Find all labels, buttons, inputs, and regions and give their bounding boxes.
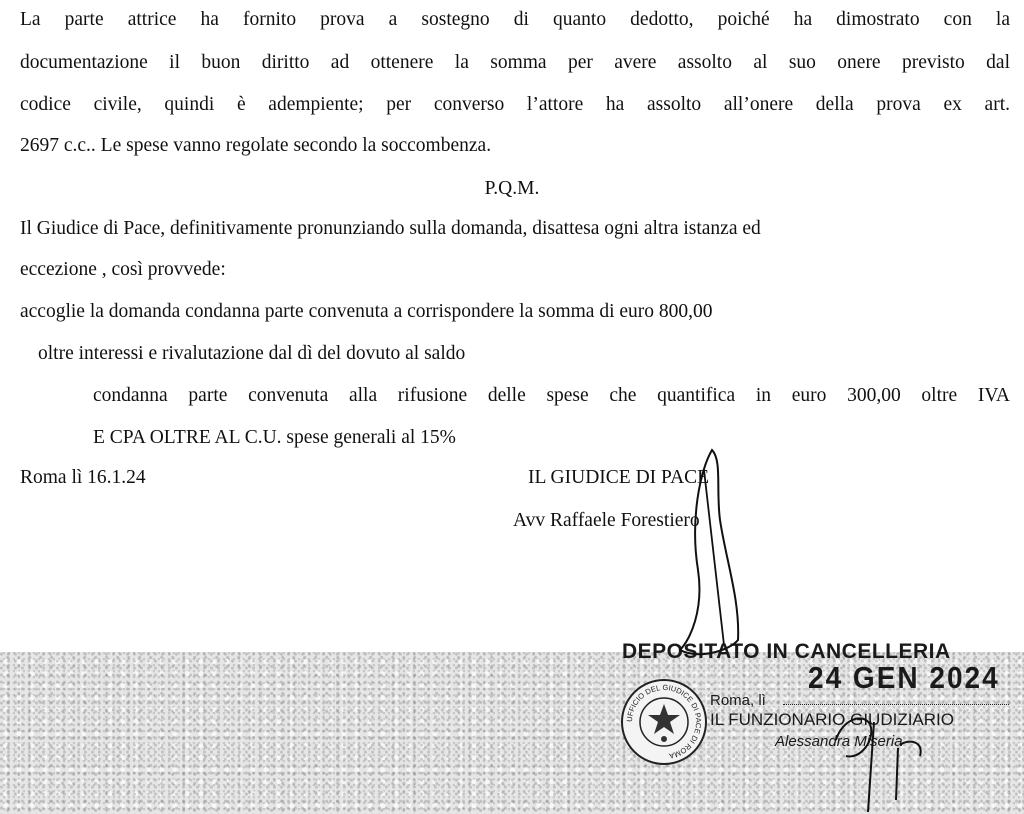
ruling-line-4: oltre interessi e rivalutazione dal dì del dovuto al saldo xyxy=(38,343,466,364)
ruling-line-5: condanna parte convenuta alla rifusione delle spese che quantifica in euro 300,00 oltre IVA xyxy=(93,385,1010,406)
stamp-place: Roma, lì xyxy=(710,692,766,709)
judge-title: IL GIUDICE DI PACE xyxy=(528,467,710,488)
stamp-official-name: Alessandra Miseria xyxy=(775,733,903,750)
paragraph-line-1: La parte attrice ha fornito prova a sostegno di quanto dedotto, poiché ha dimostrato con la xyxy=(20,9,1010,30)
ruling-line-3: accoglie la domanda condanna parte convenuta a corrispondere la somma di euro 800,00 xyxy=(20,301,713,322)
ruling-line-6: E CPA OLTRE AL C.U. spese generali al 15% xyxy=(93,427,456,448)
judge-name: Avv Raffaele Forestiero xyxy=(513,510,700,531)
pqm-heading: P.Q.M. xyxy=(484,178,540,199)
paragraph-line-2: documentazione il buon diritto ad ottenere la somma per avere assolto al suo onere previsto dal xyxy=(20,52,1010,73)
seal-text: UFFICIO DEL GIUDICE DI PACE DI ROMA xyxy=(624,682,704,761)
stamp-date: 24 GEN 2024 xyxy=(808,660,1000,695)
court-seal-icon xyxy=(620,678,708,766)
paragraph-line-4: 2697 c.c.. Le spese vanno regolate secondo la soccombenza. xyxy=(20,135,492,156)
stamp-title: DEPOSITATO IN CANCELLERIA xyxy=(622,640,951,663)
ruling-line-2: eccezione , così provvede: xyxy=(20,259,226,280)
ruling-line-1: Il Giudice di Pace, definitivamente pronunziando sulla domanda, disattesa ogni altra istanza ed xyxy=(20,218,761,239)
stamp-dotted-line xyxy=(783,704,1009,705)
paragraph-line-3: codice civile, quindi è adempiente; per converso l’attore ha assolto all’onere della prova ex art. xyxy=(20,94,1010,115)
place-date: Roma lì 16.1.24 xyxy=(20,467,146,488)
stamp-role: IL FUNZIONARIO GIUDIZIARIO xyxy=(710,710,954,729)
